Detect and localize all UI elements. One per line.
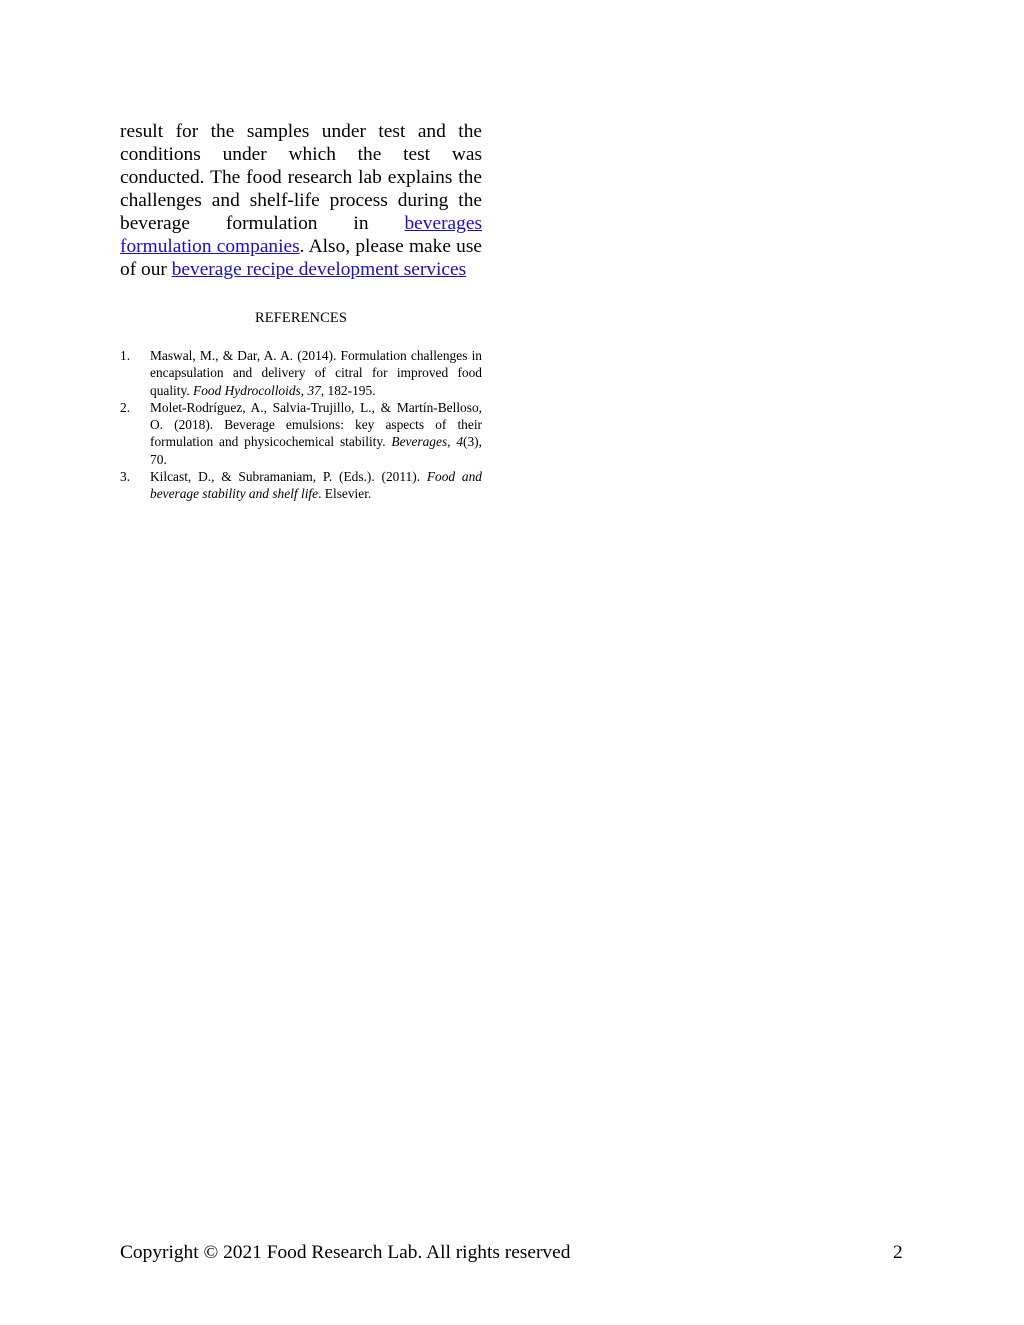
reference-journal: Food Hydrocolloids [193, 382, 301, 398]
reference-separator: , [300, 382, 308, 398]
reference-text: Kilcast, D., & Subramaniam, P. (Eds.). (2011). [150, 469, 427, 485]
beverages-formulation-companies-link[interactable]: beverages formulation companies [120, 213, 482, 257]
reference-item-1 [120, 347, 482, 399]
beverage-recipe-development-services-link[interactable]: beverage recipe development services [171, 259, 467, 280]
reference-item-2 [120, 399, 482, 468]
references-heading: REFERENCES [254, 310, 348, 326]
references-list [120, 347, 482, 503]
reference-publisher: . Elsevier. [318, 486, 372, 502]
reference-pages: (3), 70. [150, 434, 482, 467]
reference-journal: Beverages [391, 434, 448, 450]
reference-text: Maswal, M., & Dar, A. A. (2014). Formulation challenges in encapsulation and delivery of citral for improved food quality. [150, 348, 482, 398]
reference-text: Molet-Rodríguez, A., Salvia-Trujillo, L., & Martín-Belloso, O. (2018). Beverage emulsions: key aspects of their formulation and physicochemical stability. [150, 399, 482, 450]
reference-separator: , [447, 434, 457, 450]
body-text-1: result for the samples under test and the conditions under which the test was conducted. The food research lab explains the challenges and shelf-life process during the beverage formulation in [120, 121, 482, 234]
main-column [120, 120, 482, 503]
reference-volume: 37 [307, 382, 321, 398]
body-paragraph [120, 120, 482, 281]
reference-number: 3. [120, 469, 131, 485]
reference-volume: 4 [456, 434, 464, 450]
body-text-2: . Also, please make use of our [120, 236, 482, 280]
page-number: 2 [893, 1242, 903, 1263]
reference-number: 1. [120, 348, 131, 363]
footer-copyright: Copyright © 2021 Food Research Lab. All rights reserved [120, 1242, 571, 1263]
reference-book-title: Food and beverage stability and shelf life [150, 469, 482, 502]
reference-pages: , 182-195. [320, 382, 376, 398]
reference-number: 2. [120, 399, 131, 415]
reference-item-3 [120, 468, 482, 503]
